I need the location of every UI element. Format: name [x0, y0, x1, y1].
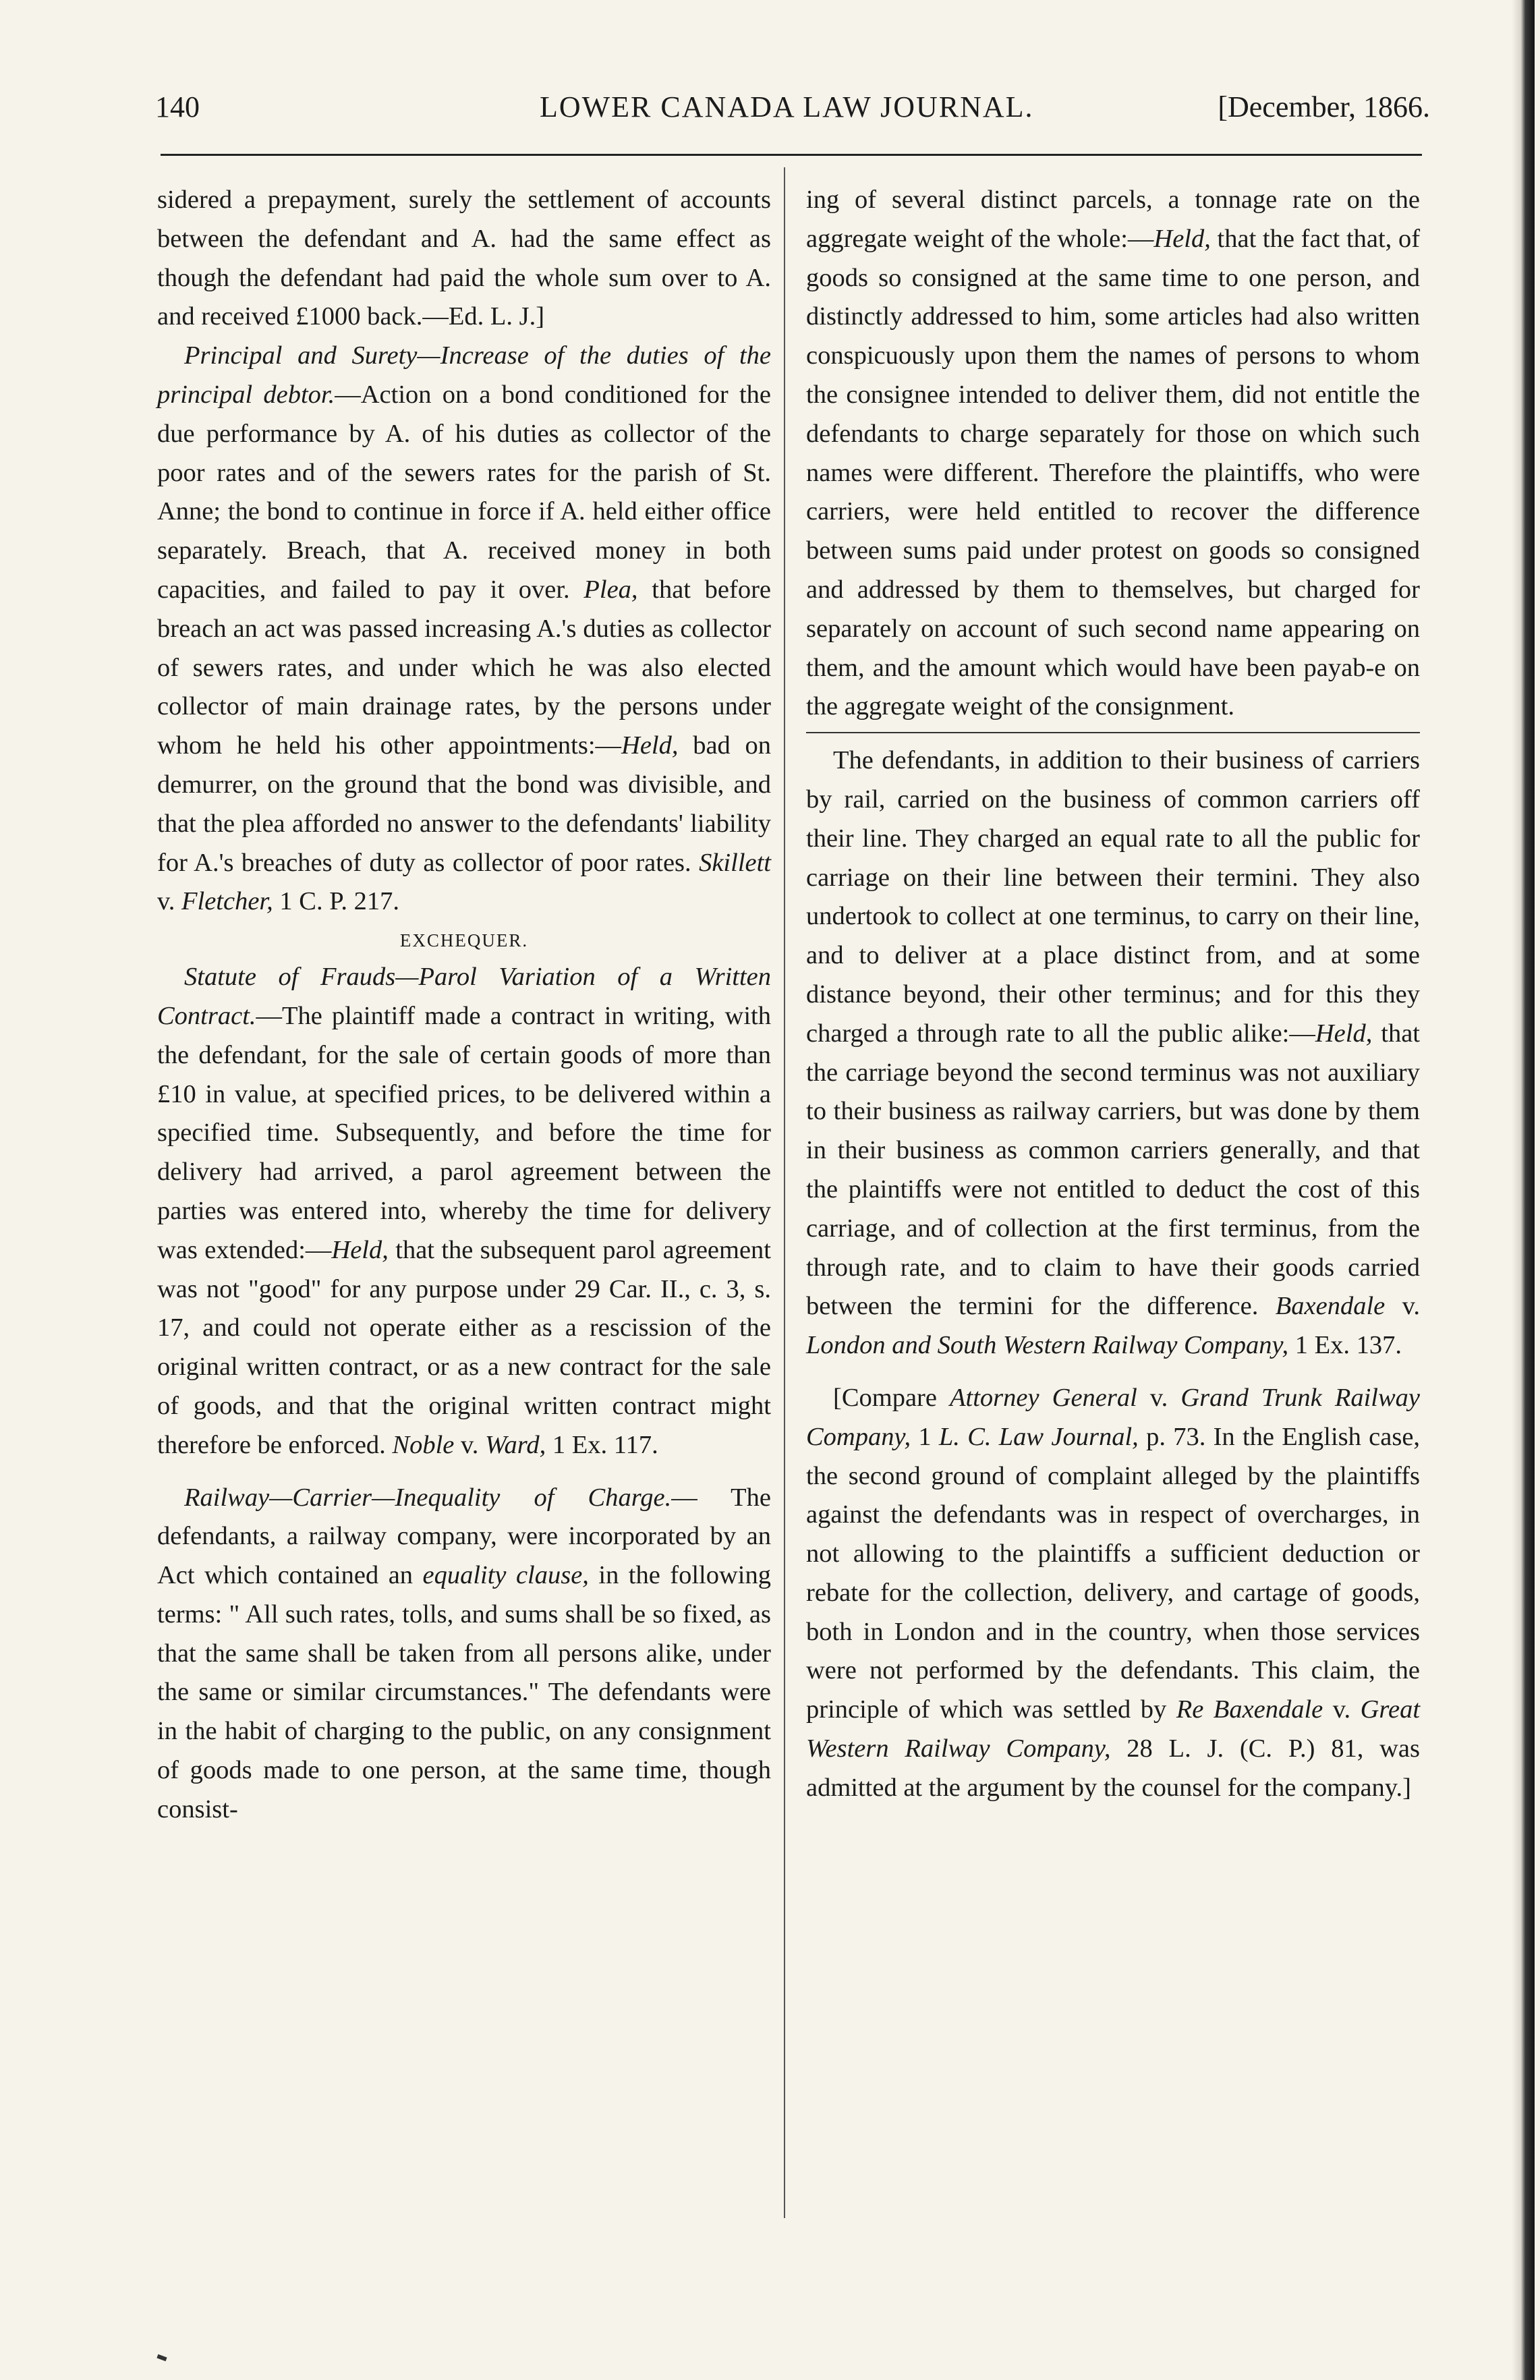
case-heading: Principal and Surety—Increase of the duties of the principal debtor.	[157, 341, 771, 409]
case-heading: Statute of Frauds—Parol Variation of a Written Contract.	[157, 963, 771, 1030]
left-column	[157, 181, 771, 1830]
baxendale-case: The defendants, in addition to their business of carriers by rail, carried on the business of common carriers off their line. They charged an equal rate to all the public for carriage on their line between their termini. They also undertook to collect at one terminus, to carry on their line, and to deliver at a place distinct from, and at some distance beyond, their other terminus; and for this they charged a through rate to all the public alike:—Held, that the carriage beyond the second terminus was not auxiliary to their business as railway carriers, but was done by them in their business as common carriers generally, and that the plaintiffs were not entitled to deduct the cost of this carriage, and of collection at the first terminus, from the through rate, and to claim to have their goods carried between the termini for the difference. Baxendale v. London and South Western Railway Company, 1 Ex. 137.	[806, 746, 1421, 1360]
running-header	[155, 84, 1430, 132]
journal-title: LOWER CANADA LAW JOURNAL.	[540, 90, 1034, 123]
header-rule	[161, 154, 1422, 156]
page-binding-edge	[1512, 0, 1535, 2380]
right-column	[806, 181, 1420, 1808]
issue-date: [December, 1866.	[1218, 90, 1430, 123]
editorial-note: [Compare Attorney General v. Grand Trunk Railway Company, 1 L. C. Law Journal, p. 73. In the English case, the second ground of complaint alleged by the plaintiffs against the defendants was in respect of overcharges, in not allowing to the plaintiffs a sufficient deduction or rebate for the collection, delivery, and cartage of goods, both in London and in the country, when those services were not performed by the defendants. This claim, the principle of which was settled by Re Baxendale v. Great Western Railway Company, 28 L. J. (C. P.) 81, was admitted at the argument by the counsel for the company.]	[806, 1383, 1421, 1802]
paragraph-rule	[806, 732, 1420, 733]
case-heading: Railway—Carrier—Inequality of Charge.	[184, 1483, 672, 1512]
section-heading-exchequer: EXCHEQUER.	[399, 930, 529, 951]
principal-surety-case: Principal and Surety—Increase of the duties of the principal debtor.—Action on a bond conditioned for the due performance by A. of his duties as collector of the poor rates and of the sewers rates for the parish of St. Anne; the bond to continue in force if A. held either office separately. Breach, that A. received money in both capacities, and failed to pay it over. Plea, that before breach an act was passed increasing A.'s duties as collector of sewers rates, and under which he was also elected collector of main drainage rates, by the persons under whom he held his other appointments:—Held, bad on demurrer, on the ground that the bond was divisible, and that the plea afforded no answer to the defendants' liability for A.'s breaches of duty as collector of poor rates. Skillett v. Fletcher, 1 C. P. 217.	[157, 341, 772, 916]
page-number: 140	[155, 90, 200, 123]
scan-mark	[156, 2354, 167, 2361]
railway-case-continued: ing of several distinct parcels, a tonnage rate on the aggregate weight of the whole:—Held, that the fact that, of goods so consigned at the same time to one person, and distinctly addressed to him, some articles had also written conspicuously upon them the names of persons to whom the consignee intended to deliver them, did not entitle the defendants to charge separately for those on which such names were different. Therefore the plaintiffs, who were carriers, were held entitled to recover the difference between sums paid under protest on goods so consigned and addressed by them to themselves, but charged for separately on account of such second name appearing on them, and the amount which would have been payab-e on the aggregate weight of the consignment.	[806, 186, 1421, 721]
railway-carrier-case: Railway—Carrier—Inequality of Charge.— The defendants, a railway company, were incorporated by an Act which contained an equality clause, in the following terms: " All such rates, tolls, and sums shall be so fixed, as that the same shall be taken from all persons alike, under the same or similar circumstances." The defendants were in the habit of charging to the public, on any consignment of goods made to one person, at the same time, though consist-	[157, 1483, 771, 1823]
statute-frauds-case: Statute of Frauds—Parol Variation of a Written Contract.—The plaintiff made a contract in writing, with the defendant, for the sale of certain goods of more than £10 in value, at specified prices, to be delivered within a specified time. Subsequently, and before the time for delivery had arrived, a parol agreement between the parties was entered into, whereby the time for delivery was extended:—Held, that the subsequent parol agreement was not "good" for any purpose under 29 Car. II., c. 3, s. 17, and could not operate either as a rescission of the original written contract, or as a new contract for the sale of goods, and that the original written contract might therefore be enforced. Noble v. Ward, 1 Ex. 117.	[157, 963, 771, 1459]
column-divider	[784, 167, 785, 2218]
continued-paragraph: sidered a prepayment, surely the settlement of accounts between the defendant and A. had the same effect as though the defendant had paid the whole sum over to A. and received £1000 back.—Ed. L. J.]	[157, 186, 771, 331]
